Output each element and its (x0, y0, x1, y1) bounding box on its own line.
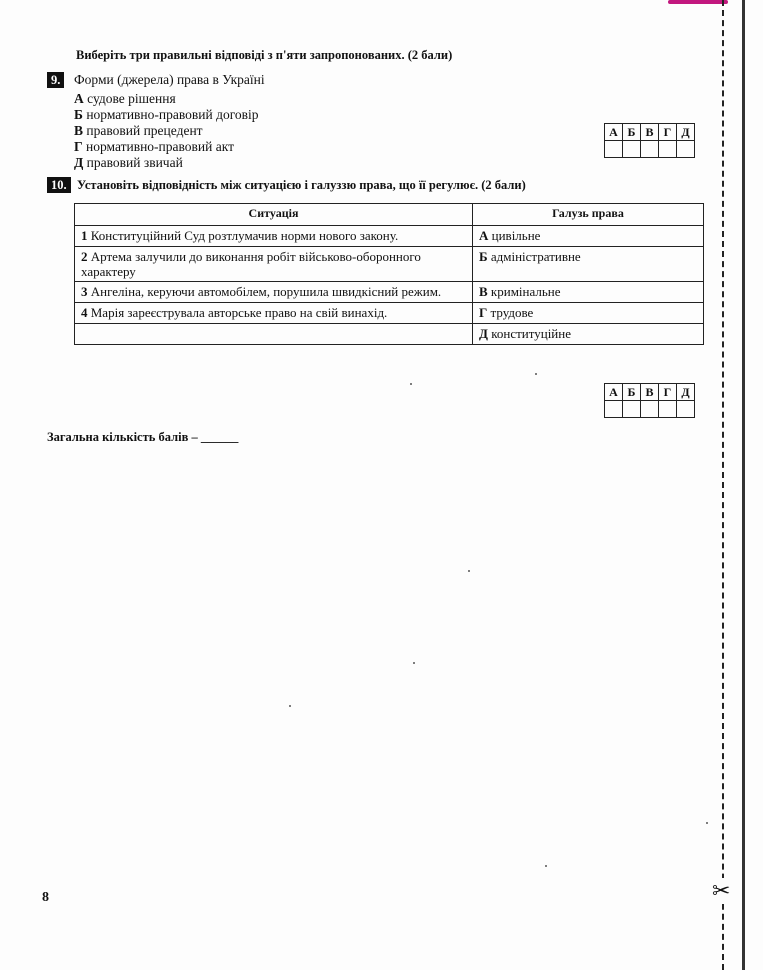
answer-cell[interactable] (641, 401, 659, 418)
answer-cell[interactable] (677, 141, 695, 158)
option-e: Д правовий звичай (74, 155, 183, 170)
situation-3: 3 Ангеліна, керуючи автомобілем, порушила швидкісний режим. (75, 282, 473, 303)
answer-cell[interactable] (623, 141, 641, 158)
page-number: 8 (42, 890, 49, 905)
edge-mark (668, 0, 728, 4)
branch-c: В кримінальне (473, 282, 704, 303)
question-9-text: Форми (джерела) права в Україні (74, 72, 265, 87)
answer-cell[interactable] (623, 401, 641, 418)
question-9-number: 9. (47, 72, 64, 88)
branch-e: Д конституційне (473, 324, 704, 345)
situation-4: 4 Марія зареєструвала авторське право на свій винахід. (75, 303, 473, 324)
branch-a: А цивільне (473, 226, 704, 247)
total-score-label: Загальна кількість балів – ______ (47, 430, 239, 444)
option-a: А судове рішення (74, 91, 176, 106)
page-edge (742, 0, 745, 970)
question-9-options (74, 91, 259, 171)
question-10-text: Установіть відповідність між ситуацією і галуззю права, що її регулює. (2 бали) (77, 178, 526, 192)
branch-b: Б адміністративне (473, 247, 704, 282)
col-situation: Ситуація (75, 204, 473, 226)
answer-cell[interactable] (605, 401, 623, 418)
branch-d: Г трудове (473, 303, 704, 324)
speck (289, 705, 291, 707)
scissors-icon: ✂ (712, 878, 731, 903)
question-10-answer-grid: А Б В Г Д (604, 383, 695, 418)
answer-cell[interactable] (677, 401, 695, 418)
answer-cell[interactable] (659, 141, 677, 158)
speck (413, 662, 415, 664)
answer-cell[interactable] (659, 401, 677, 418)
option-d: Г нормативно-правовий акт (74, 139, 235, 154)
option-b: Б нормативно-правовий договір (74, 107, 259, 122)
question-9-answer-grid: А Б В Г Д (604, 123, 695, 158)
instruction-text: Виберіть три правильні відповіді з п'яти запропонованих. (2 бали) (76, 48, 453, 62)
situation-1: 1 Конституційний Суд розтлумачив норми нового закону. (75, 226, 473, 247)
matching-table (74, 203, 704, 345)
speck (410, 383, 412, 385)
option-c: В правовий прецедент (74, 123, 203, 138)
speck (545, 865, 547, 867)
answer-cell[interactable] (641, 141, 659, 158)
speck (535, 373, 537, 375)
situation-empty (75, 324, 473, 345)
question-10-number: 10. (47, 177, 71, 193)
answer-cell[interactable] (605, 141, 623, 158)
speck (706, 822, 708, 824)
speck (468, 570, 470, 572)
cut-line (722, 0, 724, 970)
col-branch: Галузь права (473, 204, 704, 226)
situation-2: 2 Артема залучили до виконання робіт військово-оборонного характеру (75, 247, 473, 282)
